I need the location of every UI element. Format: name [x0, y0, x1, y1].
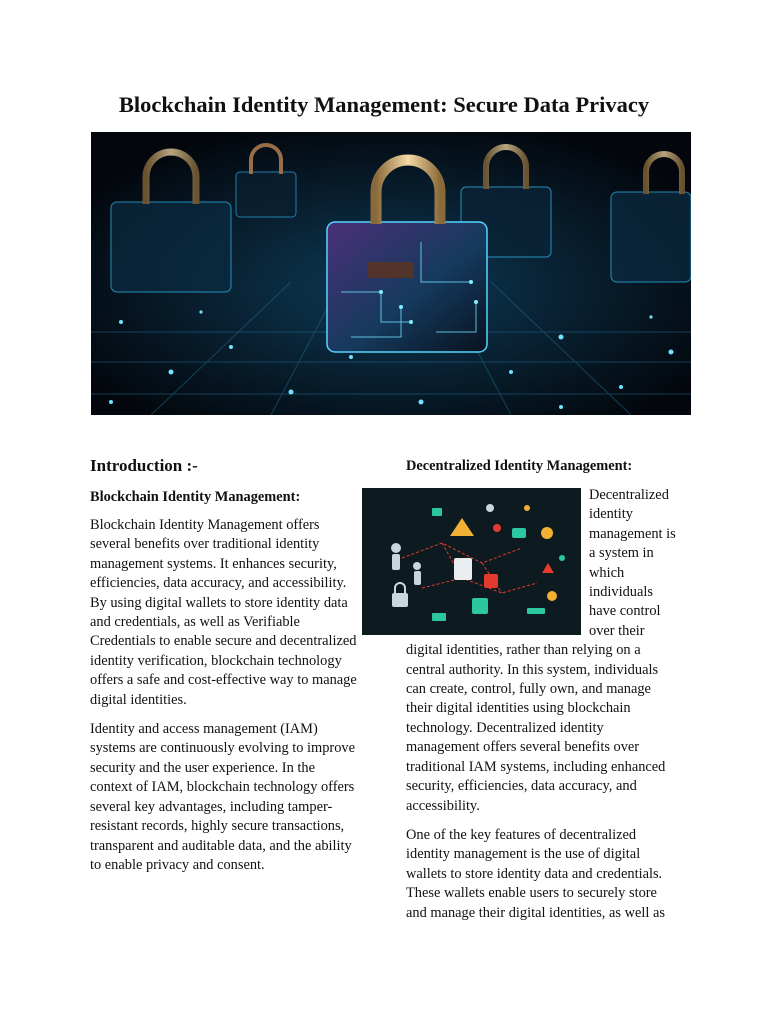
right-column: [406, 456, 680, 933]
intro-heading: Introduction :-: [90, 456, 198, 475]
document-title: Blockchain Identity Management: Secure Data Privacy: [118, 92, 650, 117]
paragraph-iam: Identity and access management (IAM) systems are continuously evolving to improve security and the user experience. In the context of IAM, blockchain technology offers several key advantages, including tamper-resistant records, highly secure transactions, transparent and auditable data, and the ability to enable privacy and consent.: [90, 721, 355, 873]
left-column: [90, 455, 358, 885]
illustration-decentralized-network: [362, 488, 581, 635]
paragraph-decentralized-intro: [406, 486, 680, 816]
paragraph-benefits: Blockchain Identity Management offers several benefits over traditional identity management systems. It enhances security, efficiencies, data accuracy, and accessibility. By using digital wallets to store identity data and credentials, as well as Verifiable Credentials to enable secure and decentralized identity verification, blockchain technology offers a safe and cost-effective way to manage digital identities.: [90, 517, 357, 708]
section-heading-decentralized-identity: Decentralized Identity Management:: [406, 458, 633, 474]
hero-image-padlocks: [91, 132, 691, 415]
padlock-illustration: [91, 132, 691, 415]
network-illustration: [362, 488, 581, 635]
paragraph-digital-wallets: One of the key features of decentralized identity management is the use of digital wallets to store identity data and credentials. These wallets enable users to securely store and manage their digital identities, as well as: [406, 826, 665, 921]
section-heading-blockchain-identity: Blockchain Identity Management:: [90, 489, 301, 505]
paragraph-decentralized-text: Decentralized identity management is a system in which individuals have control over their digital identities, rather than relying on a central authority. In this system, individuals can create, control, fully own, and manage their digital identities using blockchain technology. Decentralized identity management offers several benefits over traditional IAM systems, including enhanced security, efficiencies, data accuracy, and accessibility.: [406, 487, 676, 814]
